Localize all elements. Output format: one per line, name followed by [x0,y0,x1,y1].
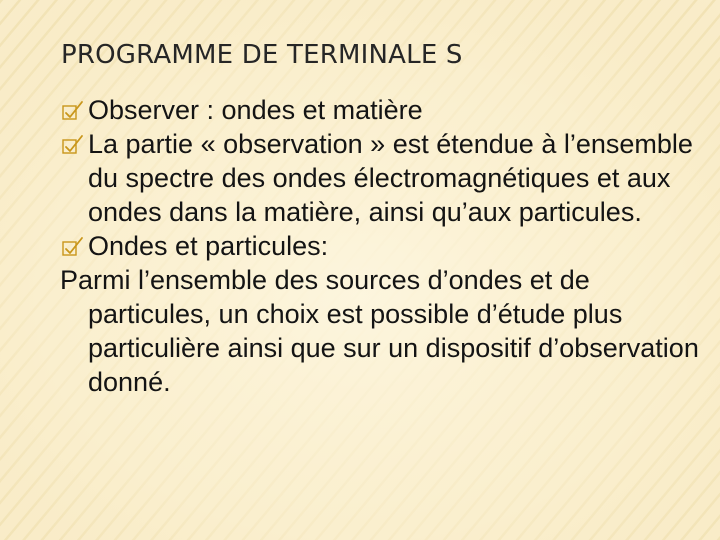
bullet-text: Ondes et particules: [88,231,329,261]
bullet-item [60,229,700,263]
checkmark-box-icon [60,100,84,122]
bullet-item [60,93,700,127]
slide-title: PROGRAMME DE TERMINALE S [61,40,463,70]
bullet-text: La partie « observation » est étendue à l’ensemble du spectre des ondes électromagnétiques et aux ondes dans la matière, ainsi qu’aux particules. [88,129,693,227]
bullet-item [60,127,700,229]
body-paragraph: Parmi l’ensemble des sources d’ondes et de particules, un choix est possible d’étude plus particulière ainsi que sur un dispositif d’observation donné. [60,265,699,397]
checkmark-box-icon [60,134,84,156]
checkmark-box-icon [60,236,84,258]
bullet-text: Observer : ondes et matière [88,95,423,125]
slide-body [60,93,700,399]
